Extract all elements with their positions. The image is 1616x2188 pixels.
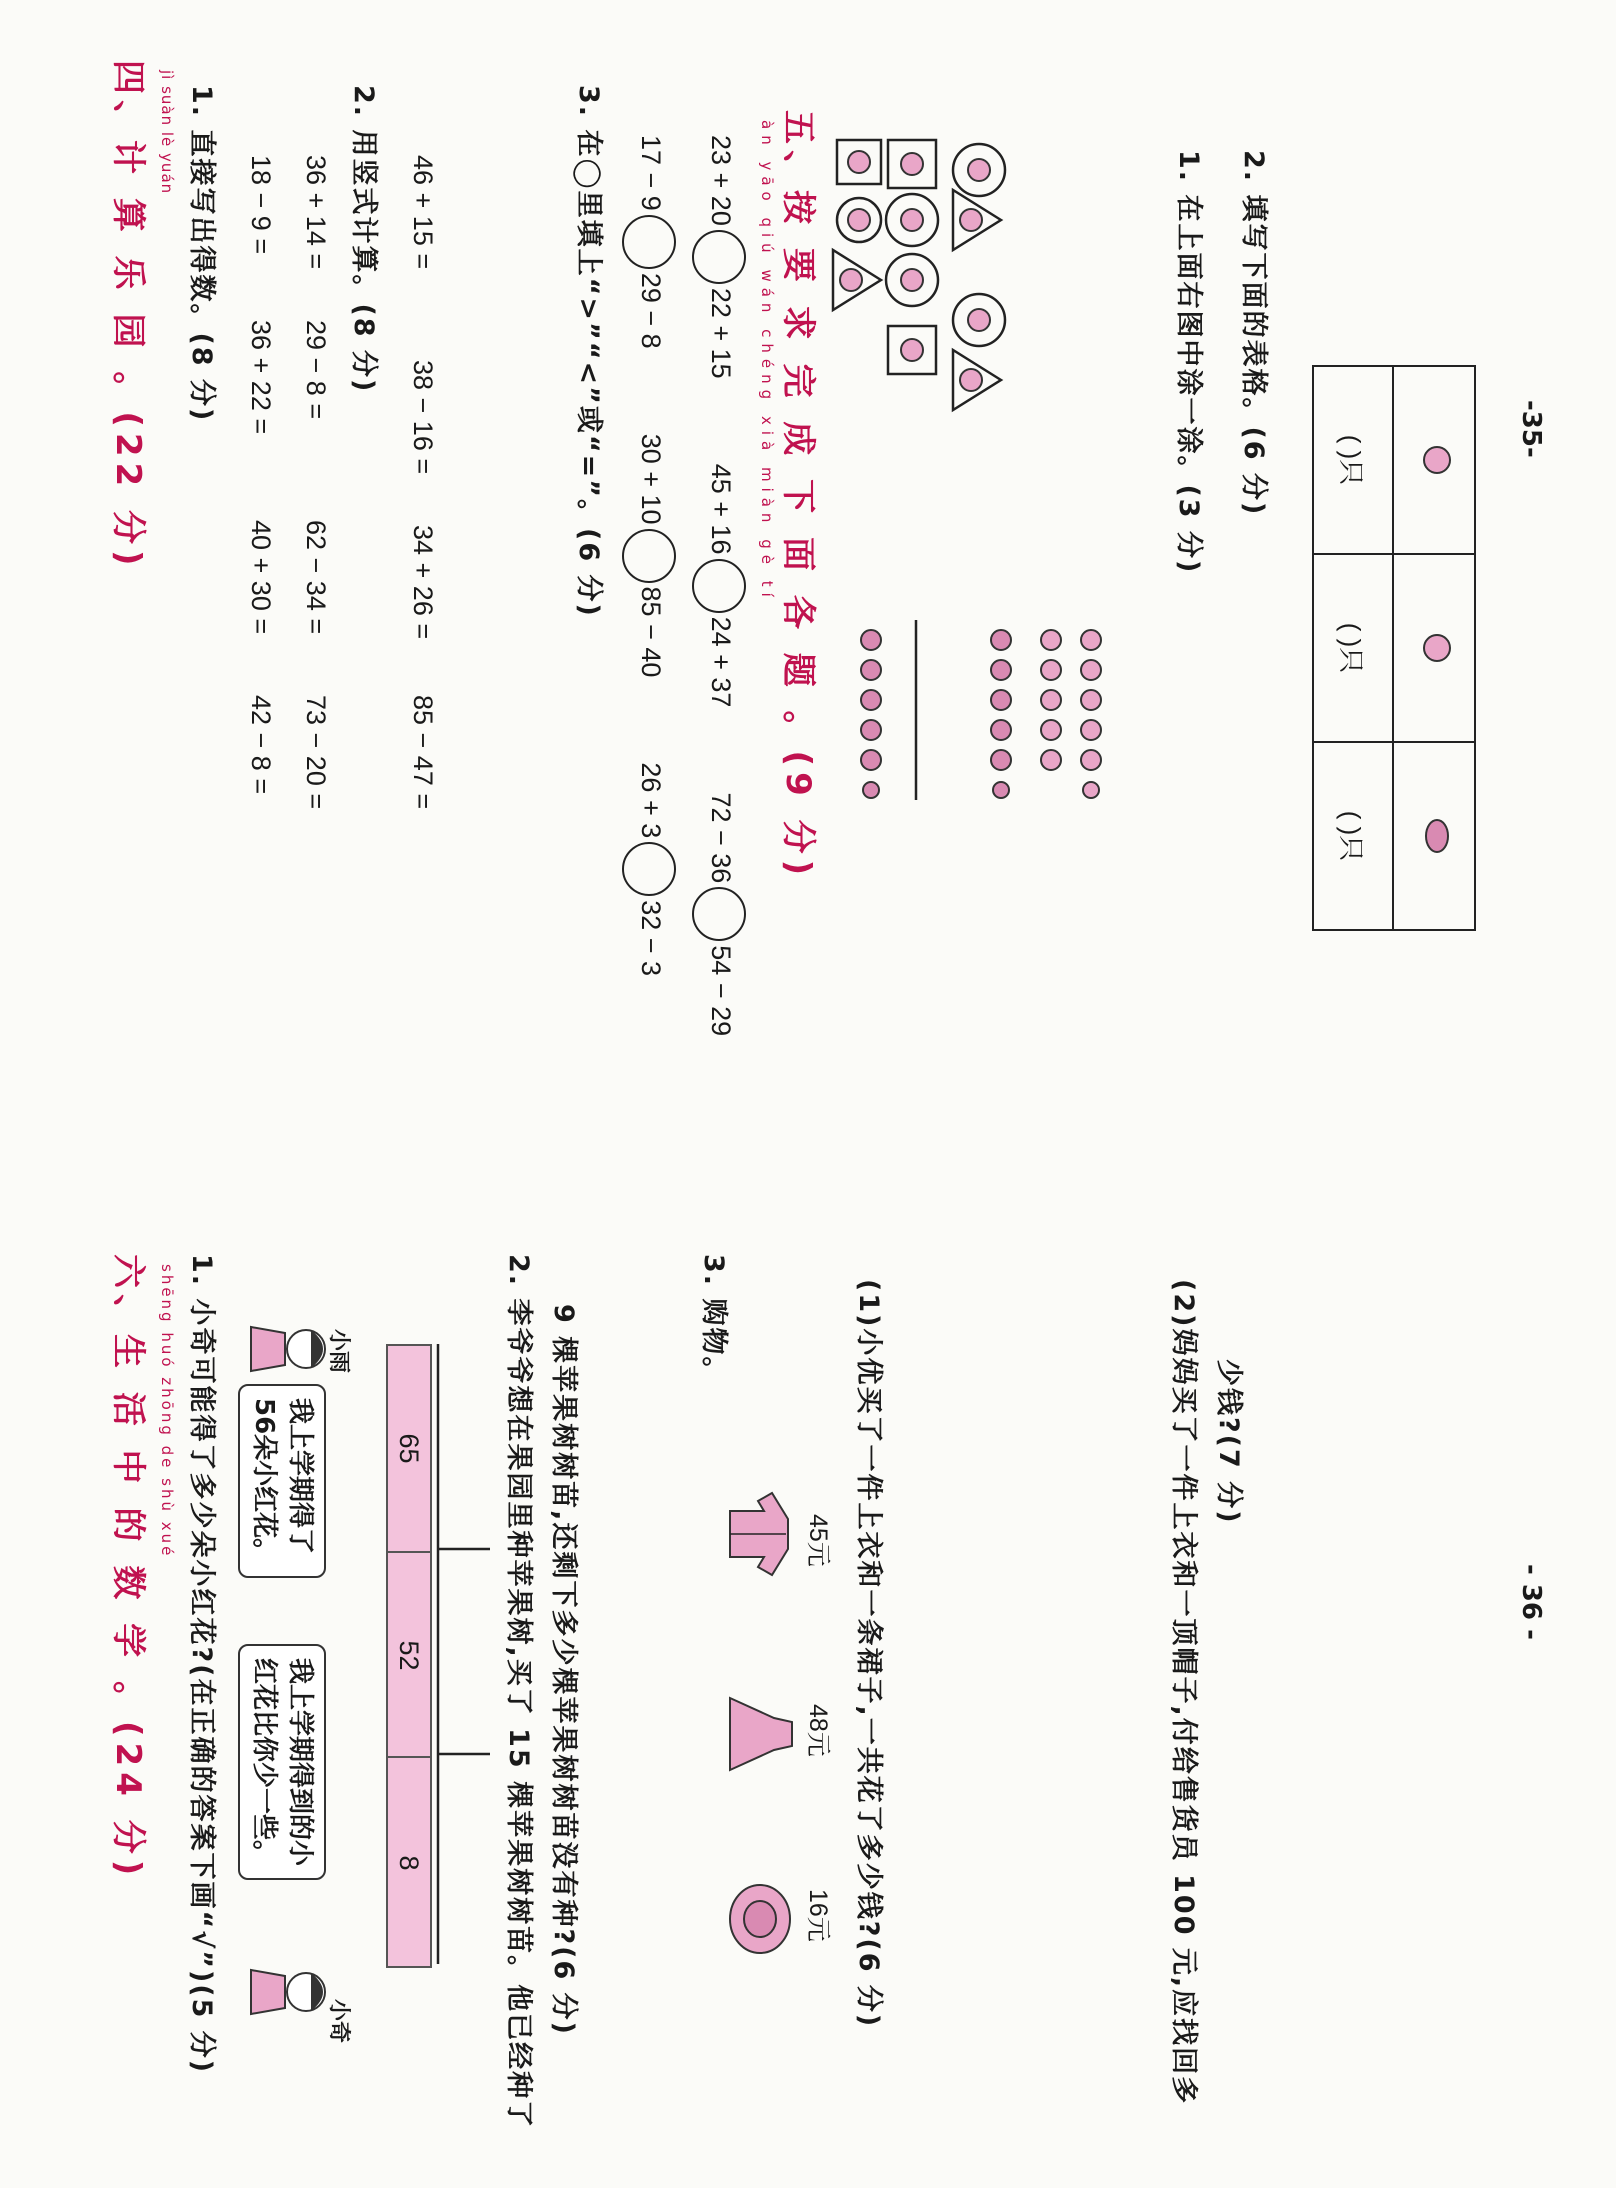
- section4-title: 四、计 算 乐 园 。(22 分): [108, 60, 148, 572]
- compare-right: 24 + 37: [705, 616, 736, 708]
- compare-left: 23 + 20: [705, 135, 736, 226]
- pig-icon: [861, 630, 881, 798]
- duck-icon: [1041, 630, 1061, 770]
- page-number: -35-: [1516, 400, 1546, 458]
- compare-left: 72 − 36: [705, 792, 736, 884]
- compare-right: 32 − 3: [635, 900, 666, 977]
- answer-circle[interactable]: [692, 559, 746, 613]
- q2-line-2: 9 棵苹果树树苗,还剩下多少棵苹果树树苗没有种?(6 分): [548, 1304, 579, 2036]
- section4-pinyin: jì suàn lè yuán: [158, 70, 176, 195]
- table-answer-cell[interactable]: ( )只: [1313, 742, 1393, 930]
- q1-expr-1: 18 − 9 =: [246, 155, 276, 255]
- q3-instruction: 3. 在◯里填上“>”“<”或“=”。(6 分): [573, 85, 604, 618]
- table-head-chicken: [1393, 366, 1475, 554]
- compare-row-1: [622, 135, 676, 976]
- pig-icon: [1418, 816, 1458, 856]
- duck-icon: [886, 194, 938, 246]
- girl-icon: [247, 1319, 331, 1379]
- q2-instruction: 2. 用竖式计算。(8 分): [348, 85, 379, 394]
- p5-2-instruction: 2. 填写下面的表格。(6 分): [1238, 150, 1269, 517]
- q3-2-line-2: 少钱?(7 分): [1213, 1359, 1244, 1525]
- section5-pinyin: àn yāo qiú wán chéng xià miàn gè tí: [758, 120, 776, 603]
- q1-expr-8: 73 − 20 =: [301, 695, 331, 810]
- animal-group-figure: [816, 620, 1111, 800]
- q1-expr-2: 36 + 22 =: [246, 320, 276, 435]
- chicken-icon: [953, 350, 1001, 410]
- jacket-icon: [726, 1489, 796, 1579]
- speech-bubble-right: [238, 1644, 326, 1880]
- pig-icon: [991, 630, 1011, 798]
- chicken-icon: [1081, 630, 1101, 798]
- compare-left: 26 + 3: [635, 762, 666, 839]
- q1-expr-7: 62 − 34 =: [301, 520, 331, 635]
- answer-choices-bar: [386, 1344, 432, 1968]
- q1-expr-5: 36 + 14 =: [301, 155, 331, 270]
- answer-circle[interactable]: [692, 230, 746, 284]
- page-36: [0, 1094, 1616, 2188]
- q3-2-line-1: (2)妈妈买了一件上衣和一顶帽子,付给售货员 100 元,应找回多: [1168, 1279, 1199, 2106]
- answer-circle[interactable]: [622, 529, 676, 583]
- chicken-icon: [1418, 440, 1458, 480]
- section5-title: 五、按 要 求 完 成 下 面 各 题 。(9 分): [778, 110, 818, 882]
- answer-circle[interactable]: [622, 842, 676, 896]
- q2-expr-2: 38 − 16 =: [408, 360, 438, 475]
- page-number: - 36 -: [1516, 1564, 1546, 1640]
- duck-icon: [1418, 628, 1458, 668]
- compare-left: 17 − 9: [635, 135, 666, 211]
- p5-1-instruction: 1. 在上面右图中涂一涂。(3 分): [1173, 150, 1204, 575]
- duck-icon: [886, 254, 938, 306]
- q1-expr-4: 42 − 8 =: [246, 695, 276, 795]
- price-dress: 48元: [804, 1704, 832, 1757]
- choice-52[interactable]: 52: [388, 1551, 430, 1758]
- animal-count-table: [1312, 365, 1476, 931]
- table-answer-cell[interactable]: ( )只: [1313, 366, 1393, 554]
- hat-icon: [726, 1879, 796, 1959]
- girl-icon: [247, 1962, 331, 2022]
- chicken-icon: [888, 140, 936, 188]
- q3-instruction: 3. 购物。: [698, 1254, 729, 1386]
- compare-left: 45 + 16: [705, 463, 736, 555]
- chicken-icon: [888, 326, 936, 374]
- tick-answer-row[interactable]: [432, 1344, 490, 1964]
- compare-right: 85 − 40: [635, 586, 666, 678]
- answer-circle[interactable]: [622, 215, 676, 269]
- q1-expr-6: 29 − 8 =: [301, 320, 331, 420]
- chicken-icon: [953, 190, 1001, 250]
- duck-icon: [837, 140, 881, 184]
- chicken-icon: [953, 294, 1005, 346]
- section6-title: 六、生 活 中 的 数 学 。(24 分): [108, 1254, 148, 1882]
- bubble-line: 我上学期得到的小: [285, 1658, 315, 1867]
- choice-65[interactable]: 65: [394, 1433, 425, 1464]
- q1-expr-3: 40 + 30 =: [246, 520, 276, 635]
- shapes-animal-figure: [831, 130, 1011, 550]
- section6-pinyin: shēng huó zhōng de shù xué: [158, 1264, 176, 1559]
- speech-bubble-left: [238, 1384, 326, 1578]
- q2-expr-1: 46 + 15 =: [408, 155, 438, 270]
- chicken-icon: [833, 250, 881, 310]
- speaker-name: 小奇: [326, 1999, 351, 2044]
- bubble-line: 我上学期得了: [285, 1398, 315, 1555]
- bubble-line: 红花比你少一些。: [249, 1658, 279, 1867]
- q1-instruction: 1. 直接写出得数。(8 分): [186, 85, 217, 423]
- compare-row-2: [692, 135, 746, 1036]
- q1-instruction: 1. 小奇可能得了多少朵小红花?(在正确的答案下画“√”)(5 分): [186, 1254, 217, 2075]
- answer-circle[interactable]: [692, 887, 746, 941]
- table-head-duck: [1393, 554, 1475, 742]
- q3-1-question: (1)小优买了一件上衣和一条裙子,一共花了多少钱?(6 分): [853, 1279, 884, 2029]
- q2-expr-3: 34 + 26 =: [408, 525, 438, 640]
- compare-right: 54 − 29: [705, 945, 736, 1037]
- price-hat: 16元: [804, 1889, 832, 1942]
- compare-left: 30 + 10: [635, 433, 666, 525]
- speaker-name: 小雨: [326, 1329, 351, 1374]
- compare-right: 22 + 15: [705, 287, 736, 379]
- bubble-line: 56朵小红花。: [249, 1398, 279, 1565]
- price-jacket: 45元: [804, 1514, 832, 1567]
- q2-line-1: 2. 李爷爷想在果园里种苹果树,买了 15 棵苹果树树苗。他已经种了: [503, 1254, 534, 2130]
- compare-right: 29 − 8: [635, 272, 666, 349]
- dress-icon: [726, 1694, 796, 1774]
- choice-8[interactable]: 8: [388, 1756, 430, 1968]
- table-answer-cell[interactable]: ( )只: [1313, 554, 1393, 742]
- pig-icon: [837, 198, 881, 242]
- table-head-pig: [1393, 742, 1475, 930]
- q2-expr-4: 85 − 47 =: [408, 695, 438, 810]
- chicken-icon: [953, 144, 1005, 196]
